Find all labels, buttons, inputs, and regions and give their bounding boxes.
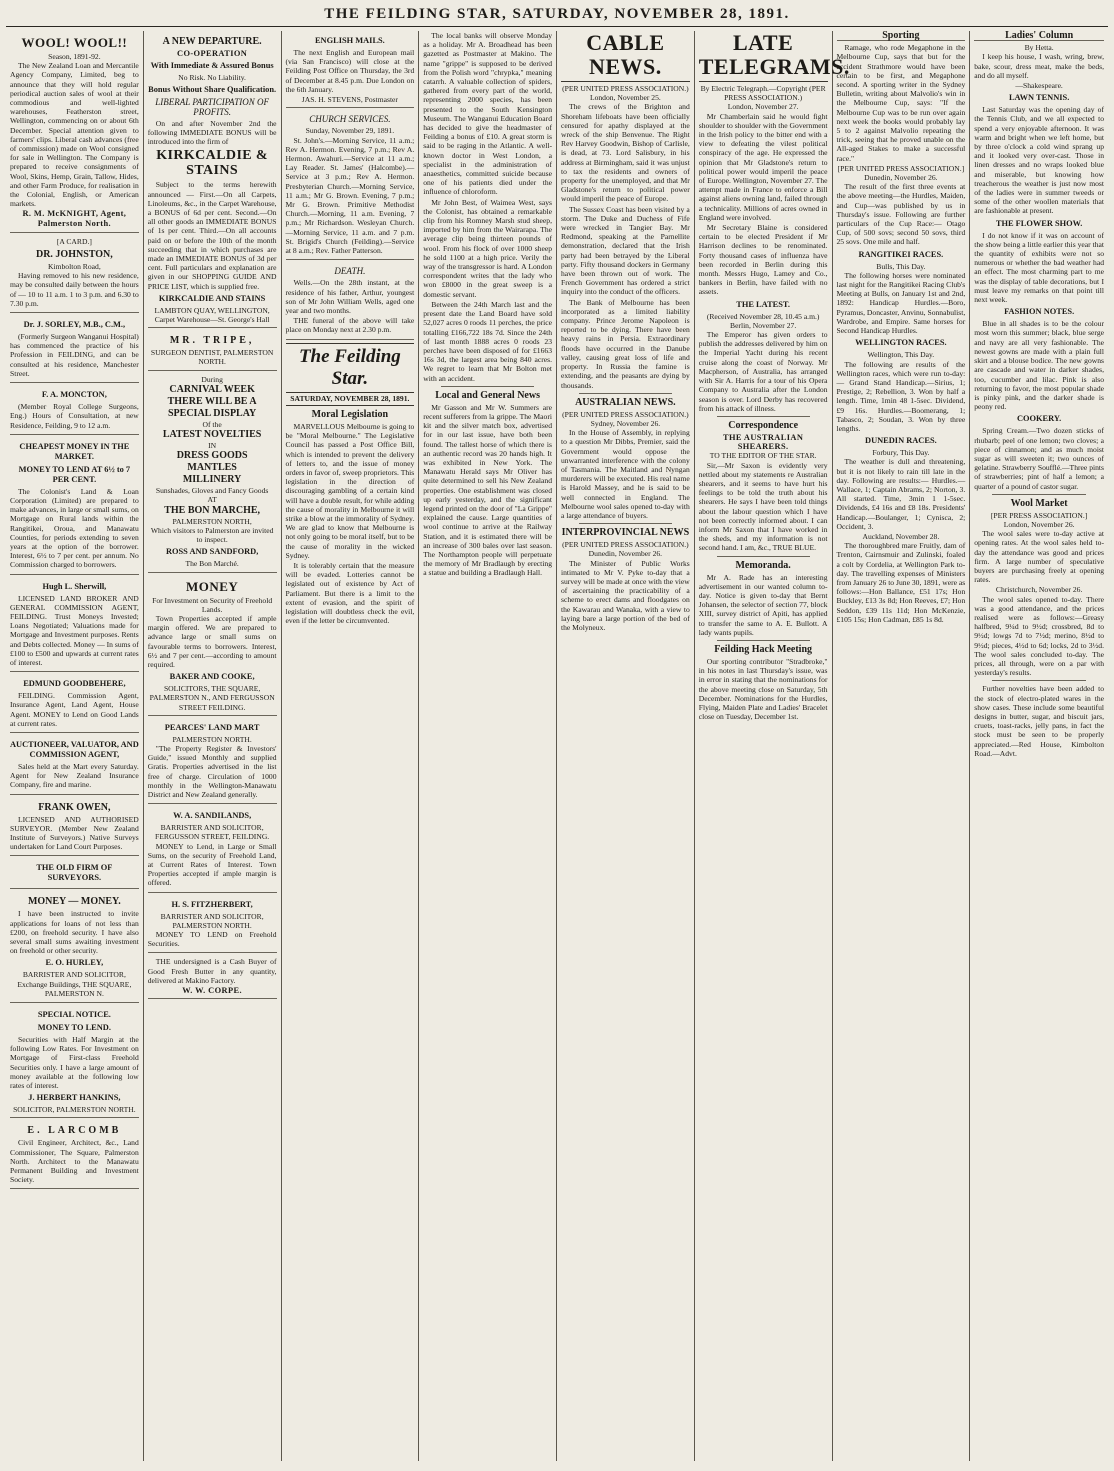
kirkcaldie-addr2: Carpet Warehouse—St. George's Hall [154, 315, 270, 325]
tripe-ad [148, 330, 277, 370]
goodbehere-name: EDMUND GOODBEHERE, [23, 679, 126, 689]
funeral-body: THE funeral of the above will take place on Monday next at 2.30 p.m. [285, 316, 415, 335]
flower-heading: THE FLOWER SHOW. [995, 218, 1083, 228]
australian-article [561, 397, 690, 520]
late-date: London, November 27. [727, 102, 799, 112]
liberal-label: LIBERAL PARTICIPATION OF PROFITS. [155, 97, 269, 117]
wool-body: The New Zealand Loan and Mercantile Agency Company, Limited, beg to announce that they will hold regular periodical auction sales of wool at their commodious and well-lighted warehouses, Featherston street, Wellington, commencing on or about 6th December. Special attention given to farmers' clips. Liberal cash advances (free of commission) made on Wool consigned for sale in Wellington. The Company is prepared to receive consignments of Wool, Skins, Hemp, Grain, Tallow, Hides, and other Farm Produce, for realisation in the Colonial, English, or American markets. [10, 61, 139, 209]
late-title: LATE TELEGRAMS. [699, 31, 828, 82]
pearces-ad [148, 718, 277, 804]
dun-date: Forbury, This Day. [872, 448, 930, 458]
cable-date: London, November 25. [589, 93, 661, 103]
johnston-card [10, 235, 139, 313]
woolmkt-sub: [PER PRESS ASSOCIATION.] [990, 510, 1088, 520]
memo-heading: Memoranda. [735, 559, 791, 571]
special-heading: SPECIAL NOTICE. [37, 1010, 111, 1020]
ladies-by: By Hetta. [1024, 43, 1054, 53]
sorley-name: Dr. J. SORLEY, M.B., C.M., [23, 320, 126, 330]
local-body: The local banks will observe Monday as a holiday. Mr A. Broadhead has been gazetted as Postmaster at Makino. The name "grippe" is supposed to be derived from the Polish word "chrypka," meaning catarrh. A valuable collection of spiders, gathered from every part of the world, representing 2000 species, has been presented to the South Kensington Museum. The Wanganui Education Board has decided to give the headmaster of Feilding a bonus of £10. A great storm is said to be raging in the Atlantic. A well-known doctor in West London, a specialist in the administration of anaesthetics, committed suicide because one of his patients died under the influence of chloroform. [423, 31, 552, 197]
aus-sub: (PER UNITED PRESS ASSOCIATION.) [562, 409, 689, 419]
aus-date: Sydney, November 26. [590, 418, 661, 428]
corpe-ad [148, 955, 277, 999]
corr-heading: Correspondence [728, 419, 799, 431]
column-8 [970, 31, 1108, 1461]
auck-body: The thoroughbred mare Fruitly, dam of Trenton, Cairnsmuir and Zulinski, foaled a colt by Cordelia, at Wellington Park to-day. The travelling expenses of Ministers from January 26 to June 30, 1891, were as follows:—Hon Ballance, £51 17s; Hon Buckley, £13 3s 8d; Hon Reeves, £7; Hon Seddon, £39 11s 11d; Hon McKenzie, £105 15s; Hon Cadman, £85 1s 8d. [836, 541, 966, 624]
latest-body: The Emperor has given orders to publish the addresses delivered by him on the Imperial Yacht during his recent cruise along the coast of Norway. Mr Macpherson, of Australia, has arranged with Sir A. Harris for a tour of his Opera Company to Australia after the London season is over. Lord Derby has recovered from his attack of illness. [698, 330, 828, 413]
ladies-verse: I keep his house, I wash, wring, brew, bake, scour, dress meat, make the beds, and do all myself. [974, 52, 1104, 80]
death-heading: DEATH. [334, 266, 366, 277]
ross-name: ROSS AND SANDFORD, [165, 547, 259, 557]
wool-heading: WOOL! WOOL!! [21, 35, 128, 50]
moral-body: MARVELLOUS Melbourne is going to be "Moral Melbourne." The Legislative Council has passed a Post Office Bill, which is intended to prevent the delivery of letters to, and the issue of money orders in favor of, sweep proprietors. This legislation in the direction of discouraging gambling of a certain kind will have a double result, for while adding the cause of morality in Melbourne it will strike a blow at the immorality of Sydney. We are glad to know that Melbourne is not only going to be moral itself, but to be the cause of morality in the wicked Sydney. [285, 421, 415, 560]
hankins-name: J. HERBERT HANKINS, [28, 1093, 121, 1103]
carnival-latest: LATEST NOVELTIES [162, 429, 262, 441]
moncton-body: (Member Royal College Surgeons, Eng.) Hours of Consultation, at new Residence, Feilding, 9 to 12 a.m. [10, 402, 139, 430]
kirkcaldie-addr: LAMBTON QUAY, WELLINGTON, [154, 305, 270, 315]
hankins-sub: SOLICITOR, PALMERSTON NORTH. [13, 1105, 136, 1115]
money-body: I have been instructed to invite applications for loans of not less than £200, on freehold security. I have also several small sums awaiting investment on freehold or other security. [10, 909, 139, 956]
carnival-bonmarche: THE BON MARCHE, [164, 504, 261, 516]
carnival-invite: Which visitors to Palmerston are invited to inspect. [150, 525, 274, 545]
pearces-body: "The Property Register & Investors' Guide," issued Monthly and supplied Gratis. Properties advertised in the list free of charge. Circulation of 1000 monthly in the Wellington-Manawatu District and New Zealand generally. [147, 743, 277, 799]
column-1 [6, 31, 144, 1461]
local-body-3: Between the 24th March last and the present date the Land Board have sold 52,027 acres 0 roods 11 perches, the price totalling £166,722 18s 7d. Since the 24th of last month 1888 acres 0 roods 23 perches have been disposed of for £1663 16s 3d, the largest area being 840 acres. We regret to learn that Mr Bolton met with an accident. [423, 299, 552, 383]
fitzherbert-body: MONEY TO LEND on Freehold Securities. [147, 929, 277, 949]
johnston-place: Kimbolton Road, [48, 262, 101, 272]
cable-sub: (PER UNITED PRESS ASSOCIATION.) [562, 84, 689, 93]
kirkcaldie-body: Subject to the terms herewith announced — First.—On all Carpets, Linoleums, &c., in the Carpet Warehouse, a BONUS of 6d per cent. Second.—On all other goods an IMMEDIATE BONUS of 1s per cent. Third.—On all accounts paid on or before the 10th of the month succeeding that in which purchases are made an IMMEDIATE BONUS of 3d per cent. Full particulars and explanation are given in our SHOPPING GUIDE AND PRICE LIST, which is supplied free. [147, 180, 277, 291]
divider [717, 556, 810, 557]
death-notice [286, 262, 415, 339]
norisk-label: No Risk. No Liability. [178, 73, 246, 83]
carnival-there: THERE WILL BE A [167, 395, 257, 407]
money2-body: Town Properties accepted if ample margin offered. We are prepared to advance large or small sums on favourable terms to borrowers. Interest, 6½ and 7 per cent.—according to amount required. [147, 613, 277, 669]
sport-date: Dunedin, November 26. [864, 173, 938, 183]
columns [6, 31, 1108, 1461]
latest-heading: THE LATEST. [736, 299, 790, 309]
tripe-sub: SURGEON DENTIST, PALMERSTON NORTH. [150, 348, 274, 367]
carnival-in: IN [208, 441, 217, 451]
mail-heading: ENGLISH MAILS. [314, 36, 385, 45]
local-body-2: Mr John Best, of Waimea West, says the Colonist, has obtained a remarkable clip from his Romney Marsh stud sheep, imported by him from the Wairarapa. The average clip being thirteen pounds of wool. From his flock of over 1000 sheep he sold 1100 at a high price. Verily the way of the transgressor is hard. A London correspondent writes that the lady who won £8000 in the great sweep is a domestic servant. [423, 197, 552, 299]
inter-date: Dunedin, November 26. [588, 549, 663, 559]
advt-notice [974, 684, 1104, 758]
corpe-sign: W. W. CORPE. [182, 986, 242, 995]
column-5 [557, 31, 695, 1461]
money2-ad [148, 575, 277, 716]
sherwill-ad [10, 577, 139, 673]
kirkcaldie-title: KIRKCALDIE & STAINS [156, 148, 268, 179]
frank-ad [10, 797, 139, 857]
sport-body-2: The result of the first three events at the above meeting—the Hurdles, Maiden, and Cup—was published by us in Thursday's issue. Following are further particulars of the Cup Race:— Otago Cup, of 500 sovs; second 50 sovs, third 25 sovs. One mile and half. [836, 182, 966, 247]
rang-date: Bulls, This Day. [876, 261, 926, 271]
bonus-label: Bonus Without Share Qualification. [148, 85, 277, 95]
sporting-article [837, 31, 966, 624]
coop-label: CO-OPERATION [177, 49, 248, 58]
oldfirm-heading: THE OLD FIRM OF SURVEYORS. [36, 863, 113, 883]
money2-heading: MONEY [185, 578, 239, 594]
star-title: The Feilding Star. [286, 343, 415, 393]
inter-sub: (PER UNITED PRESS ASSOCIATION.) [562, 540, 689, 550]
corr-body: Sir,—Mr Saxon is evidently very nettled about my statements re Australian shearers, and it seems to have hurt his feelings to be told the truth about his shearers. He says I have been told things about the labour question which I have not been correctly informed about. I can inform Mr Saxon that I have worked in the sheds, and my information is not second hand. I am, &c., TRUE BLUE. [698, 460, 828, 553]
kirkcaldie-sign: KIRKCALDIE AND STAINS [158, 293, 266, 303]
column-7 [833, 31, 971, 1461]
divider [579, 523, 672, 524]
pearces-name: PEARCES' LAND MART [164, 722, 260, 732]
cookery-heading: COOKERY. [1016, 414, 1062, 424]
local-body-4: Mr Gasson and Mr W. Summers are recent sufferers from la grippe. The Maori kit and the silver match box, advertised for in our last issue, have both been found. The tallest horse of which there is an authentic record was 20 hands high. It was exhibited in New York. The Manawatu Herald says Mr Oliver has quite determined to sell his New Zealand properties. One establishment was closed up early yesterday, and the significant legend printed on the door of "La Grippe" explained the cause. Large quantities of wool continue to arrive at the Railway Station, and it is estimated there will be an increase of 300 bales over last season. The Northampton people will perpetuate the memory of Mr Bradlaugh by erecting a statue and building a Bradlaugh Hall. [423, 402, 552, 578]
sandilands-ad [148, 806, 277, 892]
flower-body: I do not know if it was on account of the show being a little earlier this year that the quantity of exhibits were not so numerous or whether the bad weather had an effect. The most charming part to me was the display of table decorations, but I must leave my remarks on that point till next week. [974, 230, 1104, 305]
tribble-name: AUCTIONEER, VALUATOR, AND COMMISSION AGENT, [10, 739, 139, 759]
rang-heading: RANGITIKEI RACES. [858, 249, 944, 259]
sport-body: Ramage, who rode Megaphone in the Melbourne Cup, says that but for the accident Strathmore would have been certain to be first, and Megaphone second. A sporting writer in the Sydney Bulletin, writing about Malvolio's win in the Melbourne Cup, says: "If the Melbourne Cup was to be run over again next week the books would probably lay 5 to 2 against Malvolio repeating the trick, seeing that he proved unable on the All-aged Stakes to make a successful race." [836, 43, 966, 163]
dun-body: The weather is dull and threatening, but it is not likely to rain till late in the day. Following are results:— Hurdles.—Wallace, 1; Captain Abrams, 2; Norton, 3. All started. Time, 3min 1 1-5sec. Dividends, £4 16s and £8 18s. Presidents' Handicap.—Boulanger, 1; Cynisca, 2; Occident, 3. [836, 457, 966, 531]
correspondence-article [699, 420, 828, 553]
cable-body: The crews of the Brighton and Shoreham lifeboats have been officially censured for apathy displayed at the wreck of the ship Benvenue. The Right Rev Harvey Goodwin, Bishop of Carlisle, is dead, at 73. Lord Salisbury, in his address at Birmingham, said it was unjust to tax the residents and owners of property for the unemployed, and that Mr Gladstone's return to political power would imperil the peace of Europe. [561, 102, 690, 204]
moncton-name: F. A. MONCTON, [41, 390, 107, 400]
local-news-top [423, 31, 552, 383]
ladies-heading: Ladies' Column [974, 31, 1104, 41]
carnival-millinery: MILLINERY [182, 474, 242, 486]
church-heading: CHURCH SERVICES. [309, 114, 391, 125]
latest-sub: (Received November 28, 10.45 a.m.) [706, 311, 820, 321]
dun-heading: DUNEDIN RACES. [865, 436, 937, 446]
cookery-body: Spring Cream.—Two dozen sticks of rhubarb; peel of one lemon; two cloves; a piece of cinnamon; and as much moist sugar as will sweeten it; two ounces of gelatine. Strawberry Soufflé.—Three pints of strawberries; pint of half a lemon; a quarter of a pound of castor sugar. [974, 426, 1104, 491]
mail-body: The next English and European mail (via San Francisco) will close at the Feilding Post Office on Thursday, the 3rd of December at 8.45 p.m. Due London on the 6th January. [285, 48, 415, 94]
inter-heading: INTERPROVINCIAL NEWS [561, 527, 690, 539]
late-body-2: Mr Secretary Blaine is considered certain to be elected President if Mr Harrison declines to be renominated. Forty thousand cases of influenza have been recorded in Berlin during this month. Messrs Hugo, Lamey and Co., bankers in Berlin, have failed with no assets. [698, 223, 828, 297]
lend-ad [10, 437, 139, 575]
goodbehere-ad [10, 674, 139, 733]
well-heading: WELLINGTON RACES. [855, 338, 947, 348]
corpe-body: THE undersigned is a Cash Buyer of Good Fresh Butter in any quantity, delivered at Makino Factory. [147, 957, 277, 985]
local-general [423, 390, 552, 578]
baker-name: BAKER AND COOKE, [169, 672, 255, 682]
woolmkt-date: London, November 26. [1003, 519, 1075, 529]
death-body: Wells.—On the 28th instant, at the residence of his father, Arthur, youngest son of Mr John William Wells, aged one year and two months. [285, 278, 415, 316]
tribble-ad [10, 735, 139, 795]
ross-sub: The Bon Marché. [185, 559, 239, 569]
goodbehere-body: FEILDING. Commission Agent, Insurance Agent, Land Agent, House Agent. MONEY to Lend on Good Lands at current rates. [10, 691, 139, 728]
ladies-article [974, 31, 1104, 491]
frank-body: LICENSED AND AUTHORISED SURVEYOR. (Member New Zealand Institute of Surveyors.) Native Surveys undertaken for Land Court Purposes. [10, 814, 139, 852]
wool-season: Season, 1891-92. [48, 52, 101, 61]
feilding-hack-article [699, 644, 828, 721]
carnival-mantles: MANTLES [187, 462, 237, 474]
carnival-dress: DRESS GOODS [176, 450, 248, 462]
fitzherbert-name: H. S. FITZHERBERT, [171, 899, 253, 909]
carnival-week: CARNIVAL WEEK [169, 383, 255, 395]
cheap-heading: CHEAPEST MONEY IN THE MARKET. [19, 441, 130, 461]
memoranda-article [699, 560, 828, 637]
wool-signature: R. M. McKNIGHT, Agent, Palmerston North. [22, 209, 127, 228]
column-2 [144, 31, 282, 1461]
frank-name: FRANK OWEN, [38, 801, 111, 813]
feild-body: Our sporting contributor "Stradbroke," in his notes in last Thursday's issue, was in error in stating that the nominations for the above meeting close on Saturday, 5th December. Nominations for the Hurdles, Flying, Maiden Plate and Ladies' Bracelet close on Tuesday, December 1st. [698, 656, 828, 722]
divider [992, 494, 1086, 495]
aus-body: In the House of Assembly, in replying to a question Mr Dibbs, Premier, said the Government would oppose the unwarranted interference with the colony of Tasmania. The Maitland and Nyngan murderers will be executed. His real name is Harold Massey, and he is said to be well connected in England. The Melbourne wool sales opened to-day with a large attendance of buyers. [561, 428, 690, 520]
moral-article [286, 409, 415, 625]
carnival-sunshades: Sunshades, Gloves and Fancy Goods [155, 486, 269, 496]
sandilands-name: W. A. SANDILANDS, [173, 811, 252, 821]
aus-heading: AUSTRALIAN NEWS. [575, 396, 676, 408]
woolmkt-heading: Wool Market [1010, 497, 1068, 509]
carnival-at: AT [207, 495, 217, 505]
divider [579, 393, 672, 394]
sherwill-name: Hugh L. Sherwill, [42, 581, 107, 591]
immediate-label: With Immediate & Assured Bonus [150, 61, 274, 71]
auck-date: Auckland, November 28. [862, 531, 940, 541]
johnston-label: [A CARD.] [56, 236, 92, 246]
late-body: Mr Chamberlain said he would fight shoulder to shoulder with the Government in the Irish policy to the bitter end with a view to defeating the vilest political conspiracy of the age. He expressed the opinion that Mr Gladstone's return to political power would imperil the peace of Europe. Wellington, November 27. The attempt made in France to enforce a Bill against aliens owning land, failed through a technicality. Millions of acres owned in England were involved. [698, 111, 828, 222]
johnston-name: DR. JOHNSTON, [35, 249, 113, 261]
lawn-heading: LAWN TENNIS. [1008, 93, 1070, 103]
fashion-heading: FASHION NOTES. [1004, 307, 1075, 317]
sandilands-body: MONEY to Lend, in Large or Small Sums, on the security of Freehold Land, at Current Rates of Interest. Town Properties accepted if ample margin is offered. [147, 841, 277, 888]
carnival-of: Of the [202, 419, 222, 429]
column-4 [419, 31, 557, 1461]
moral-body-2: It is tolerably certain that the measure will be evaded. Lotteries cannot be legislated out of existence by Act of Parliament. But there is a limit to the extent of evasion, and the spirit of legislation will doubtless check the evil, even if the letter be circumvented. [285, 560, 415, 626]
local-heading: Local and General News [435, 389, 540, 401]
latest-date: Berlin, November 27. [730, 320, 797, 330]
woolmkt-body: The wool sales were to-day active at opening rates. At the wool sales held to-day the attendance was good and prices firm. A large number of speculative buyers are purchasing freely at opening rates. [974, 529, 1104, 585]
church-date: Sunday, November 29, 1891. [305, 126, 395, 136]
column-3 [282, 31, 420, 1461]
fashion-body: Blue in all shades is to be the colour most worn this summer; black, blue serge and navy are all very fashionable. The newest gowns are made with a plain full skirt and a blouse bodice. The new gowns are cascade and water in darker shades, too, cucumber and lilac. Pink is also returning to favor, the most popular shade is pinky pink, and the darker shade is peony red. [974, 319, 1104, 412]
advt-body: Further novelties have been added to the stock of electro-plated wares in the show cases. These include some beautiful designs in butter, sugar, and biscuit jars, cruets, toast-racks, jelly pans, in fact the stock must be seen to be properly appreciated.—Red House, Kimbolton Road.—Advt. [974, 684, 1104, 758]
late-article [699, 84, 828, 413]
johnston-body: Having removed to his new residence, may be consulted daily between the hours of — 10 to 11 a.m. 1 to 3 p.m. and 6.30 to 7.30 p.m. [10, 271, 139, 308]
cable-body-2: The Sussex Coast has been visited by a storm. The Duke and Duchess of Fife were wrecked in Tangier Bay. Mr Redmond, speaking at the Parnellite demonstration, declared that the Irish party had been betrayed by the Liberal party. Fifty thousand dockers in Germany have been thrown out of work. The French Government has ordered a strict inquiry into the conduct of the officers. [561, 204, 690, 297]
oldfirm-ad [10, 858, 139, 889]
special-ad [10, 1005, 139, 1118]
moncton-card [10, 385, 139, 435]
divider [717, 416, 810, 417]
baker-sub: SOLICITORS, THE SQUARE, PALMERSTON N., AND FERGUSSON STREET FEILDING. [149, 684, 275, 712]
money-heading: MONEY — MONEY. [27, 896, 121, 908]
pearces-sub: PALMERSTON NORTH. [172, 734, 252, 744]
column-6 [695, 30, 850, 1461]
star-date: SATURDAY, NOVEMBER 28, 1891. [286, 394, 415, 406]
carnival-special: SPECIAL DISPLAY [167, 407, 257, 419]
mail-sign: JAS. H. STEVENS, Postmaster [301, 95, 398, 105]
larcomb-name: E. LARCOMB [27, 1125, 122, 1137]
departure-ad [148, 31, 277, 328]
lend2-heading: MONEY TO LEND. [37, 1023, 111, 1033]
divider [717, 640, 810, 641]
ladies-attr: —Shakespeare. [1015, 81, 1063, 91]
divider [992, 680, 1086, 681]
lawn-body: Last Saturday was the opening day of the Tennis Club, and we all expected to spend a very enjoyable afternoon. It was warm and bright when we left home, but by three o'clock a cold wind sprang up and it looked very over-cast. Those in linen dresses and no wraps looked blue and miserable, but knowing how treacherous the weather is just now most of the ladies were in summer tweeds or some of the other woollen materials that are fashionable at present. [974, 105, 1104, 216]
carnival-palm: PALMERSTON NORTH, [172, 516, 252, 526]
well-date: Wellington, This Day. [867, 350, 935, 360]
carnival-during: During [201, 374, 223, 384]
wool-ad [10, 31, 139, 233]
lend2-body: Securities with Half Margin at the following Low Rates. For Investment on Mortgage of First-class Freehold Securities only. I have a large amount of money available at the following low rates of interest. [10, 1035, 139, 1091]
memo-body: Mr A. Rade has an interesting advertisement in our wanted column to-day. Notice is given to-day that Bernt Johansen, the selector of section 77, block XIII, survey district of Apiti, has applied to transfer the same to A. E. Bullott. A lady wants pupils. [698, 572, 828, 637]
lend-heading: MONEY TO LEND AT 6½ to 7 PER CENT. [18, 464, 131, 484]
sorley-card [10, 315, 139, 383]
divider [441, 386, 534, 387]
cable-article [561, 84, 690, 390]
feild-heading: Feilding Hack Meeting [714, 643, 813, 655]
interprovincial-article [561, 527, 690, 632]
carnival-ad [148, 373, 277, 573]
sherwill-body: LICENSED LAND BROKER AND GENERAL COMMISSION AGENT, FEILDING. Trust Moneys Invested; Loans Negotiated; Valuations made for Mortgage and Investment purposes. Rents and Debts collected. Money — In sums of £100 to £500 and upwards at current rates of interest. [10, 593, 139, 667]
hurley-body: BARRISTER AND SOLICITOR, Exchange Buildings, THE SQUARE, PALMERSTON N. [17, 970, 132, 998]
cable-body-3: The Bank of Melbourne has been incorporated as a limited liability company. Prince Jerome Napoleon is reported to be dying. There have been heavy rains in Persia. Extraordinary floods have occurred in the Danube valley, causing great loss of life and property. In Russia the famine is extending, and the peasants are dying by thousands. [561, 297, 690, 390]
larcomb-body: Civil Engineer, Architect, &c., Land Commissioner, The Square, Palmerston North. Architect to the Manawatu Permanent Building and Investment Society. [10, 1138, 139, 1185]
inter-body: The Minister of Public Works intimated to Mr V. Pyke to-day that a survey will be made at once with the view of ascertaining the practicability of a scheme to erect dams and floodgates on the Kawarau and Wanaka, with a view to laying bare a large portion of the bed of the Molyneux. [561, 558, 690, 632]
departure-body: On and after November 2nd the following IMMEDIATE BONUS will be introduced into the firm of [147, 118, 277, 147]
money2-sub: For Investment on Security of Freehold Lands. [152, 595, 273, 614]
sorley-body: (Formerly Surgeon Wanganui Hospital) has commenced the practice of his Profession in FEILDING, and can be consulted at his residence, Manchester Street. [10, 332, 139, 378]
rang-body: The following horses were nominated last night for the Rangitikei Racing Club's Meeting at Bulls, on January 1st and 2nd, 1892: Handicap Hurdles.—Boro, Pyramus, Doncaster, Anvinu, Sonnabulist, Wardrobe, and Empire. Same horses for Second Handicap Hurdles. [836, 270, 966, 336]
masthead: THE FEILDING STAR, SATURDAY, NOVEMBER 28, 1891. [6, 6, 1108, 27]
lend-body: The Colonist's Land & Loan Corporation (Limited) are prepared to make advances, in large or small sums, on Mortgage on Rural lands within the Rangitikei, Oroua, and Manawatu Counties, for periods extending to seven years at the option of the borrower. Interest, 6½ to 7 per cent. per annum. No Commission charged to borrowers. [10, 486, 139, 570]
tripe-name: MR. TRIPE, [169, 335, 255, 347]
woolmkt-body-2: The wool sales opened to-day. There was a good attendance, and the prices realised were as follows:—Greasy halfbred, 9¼d to 9½d; crossbred, 8d to 9½d; lowgs 7d to 7½d; merino, 8½d to 9½d; pieces, 4½d to 6d; locks, 2d to 3½d. The wool sales concluded to-day. The prices, all through, were on a par with yesterday's results. [974, 594, 1104, 678]
corr-sub: THE AUSTRALIAN SHEARERS. [722, 432, 804, 452]
fitzherbert-ad [148, 895, 277, 954]
moral-heading: Moral Legislation [311, 408, 389, 420]
church-body: St. John's.—Morning Service, 11 a.m.; Rev A. Hermon. Evening, 7 p.m.; Rev A. Hermon. Awahuri.—Service at 11 a.m.; Lay Reader. St. James' (Halcombe).—Service at 3 p.m.; Rev A. Hermon. Presbyterian Church.—Morning Service, 11 a.m.; Mr G. Brown. Evening, 7 p.m.; Mr G. Brown. Primitive Methodist Church.—Morning, 11 a.m. Evening, 7 p.m.; Mr Richardson. Wesleyan Church.—Morning Service, 11 a.m. and 7 p.m. St. Brigid's Church (Feilding).—Service at 8 a.m.; Rev. Father Patterson. [285, 135, 415, 256]
fitzherbert-sub: BARRISTER AND SOLICITOR, PALMERSTON NORTH. [160, 911, 264, 930]
wool-market-article [974, 498, 1104, 678]
departure-heading: A NEW DEPARTURE. [162, 36, 262, 47]
woolmkt-date-2: Christchurch, November 26. [995, 585, 1083, 595]
well-body: The following are results of the Wellington races, which were run to-day:— Grand Stand Handicap.—Sirius, 1; Prestige, 2; Rebellion, 3. Won by half a length. Time, 1min 48 1-5sec. Dividend, £9 16s. Hurdles.—Boomerang, 1; Tabasco, 2; Soudan, 3. Won by three lengths. [836, 359, 966, 433]
hurley-name: E. O. HURLEY, [45, 958, 104, 968]
late-sub: By Electric Telegraph.—Copyright (PER PRESS ASSOCIATION.) [700, 84, 826, 103]
tribble-body: Sales held at the Mart every Saturday. Agent for New Zealand Insurance Company, fire and marine. [10, 761, 139, 790]
mail-notice [286, 31, 415, 108]
money-ad [10, 891, 139, 1003]
sport-sub: [PER UNITED PRESS ASSOCIATION.] [837, 163, 965, 173]
corr-to: TO THE EDITOR OF THE STAR. [709, 451, 817, 461]
larcomb-ad [10, 1120, 139, 1189]
sandilands-sub: BARRISTER AND SOLICITOR, FERGUSSON STREET, FEILDING. [155, 823, 270, 842]
church-notice [286, 110, 415, 260]
sport-heading: Sporting [837, 31, 966, 41]
cable-title: CABLE NEWS. [561, 31, 690, 82]
